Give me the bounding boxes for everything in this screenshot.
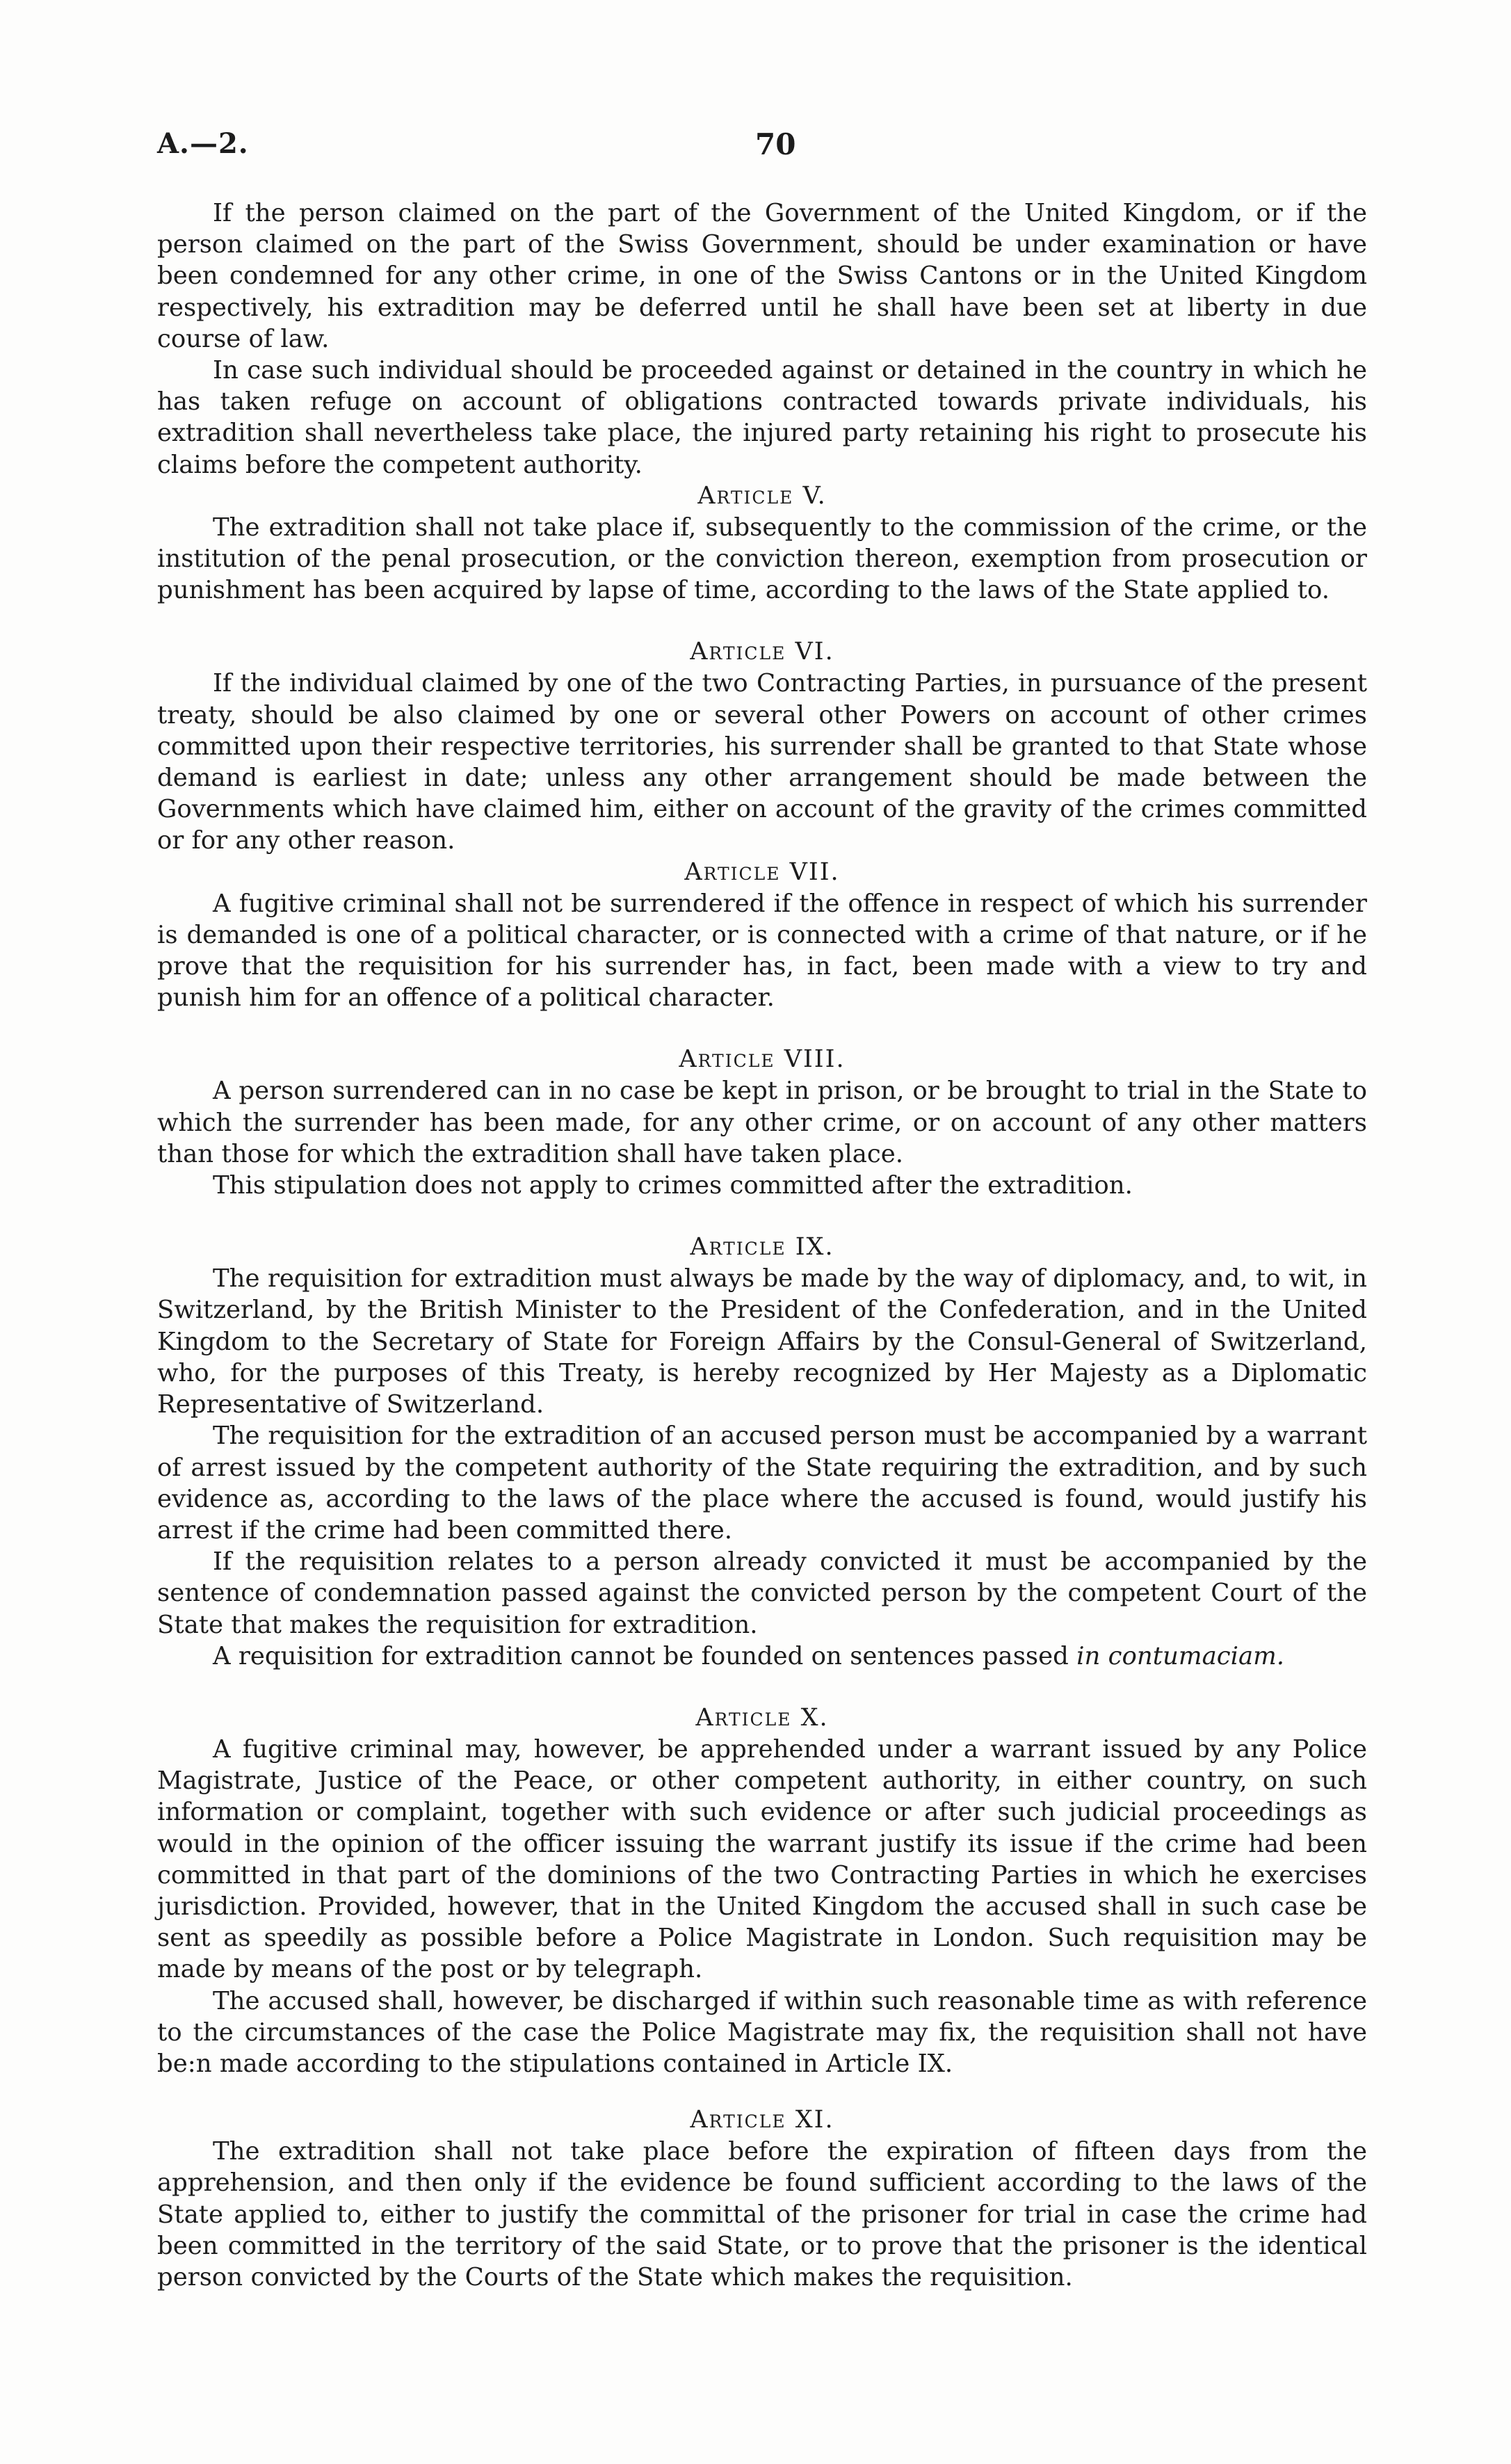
article-heading-v: Article V. bbox=[697, 481, 827, 510]
paragraph: The accused shall, however, be discharged if within such reasonable time as with reference to the circumstances of the case the Police Magistrate may fix, the requisition shall not have be:n made according to the stipulations contained in Article IX. bbox=[157, 1986, 1367, 2078]
article-heading-vi: Article VI. bbox=[690, 638, 834, 666]
document-body bbox=[157, 198, 1367, 2293]
page-header bbox=[157, 127, 1367, 169]
document-reference: A.—2. bbox=[157, 127, 249, 160]
paragraph: If the individual claimed by one of the two Contracting Parties, in pursuance of the present treaty, should be also claimed by one or several other Powers on account of other crimes committed upon their respective territories, his surrender shall be granted to that State whose demand is earliest in date; unless any other arrangement should be made between the Governments which have claimed him, either on account of the gravity of the crimes committed or for any other reason. bbox=[157, 669, 1367, 855]
paragraph-text: A requisition for extradition cannot be founded on sentences passed bbox=[213, 1641, 1077, 1670]
paragraph: The extradition shall not take place before the expiration of fifteen days from the apprehension, and then only if the evidence be found sufficient according to the laws of the State applied to, either to justify the committal of the prisoner for trial in case the crime had been committed in the territory of the said State, or to prove that the prisoner is the identical person convicted by the Courts of the State which makes the requisition. bbox=[157, 2137, 1367, 2292]
page-number: 70 bbox=[755, 127, 796, 161]
paragraph: This stipulation does not apply to crimes committed after the extradition. bbox=[213, 1171, 1133, 1200]
paragraph: A fugitive criminal may, however, be apprehended under a warrant issued by any Police Magistrate, Justice of the Peace, or other competent authority, in either country, on such information or complaint, together with such evidence or after such judicial proceedings as would in the opinion of the officer issuing the warrant justify its issue if the crime had been committed in that part of the dominions of the two Contracting Parties in which he exercises jurisdiction. Provided, however, that in the United Kingdom the accused shall in such case be sent as speedily as possible before a Police Magistrate in London. Such requisition may be made by means of the post or by telegraph. bbox=[157, 1734, 1367, 1984]
paragraph: The extradition shall not take place if, subsequently to the commission of the crime, or the institution of the penal prosecution, or the conviction thereon, exemption from prosecution or punishment has been acquired by lapse of time, according to the laws of the State applied to. bbox=[157, 513, 1367, 605]
paragraph: In case such individual should be proceeded against or detained in the country in which he has taken refuge on account of obligations contracted towards private individuals, his extradition shall nevertheless take place, the injured party retaining his right to prosecute his claims before the competent authority. bbox=[157, 356, 1367, 479]
article-heading-vii: Article VII. bbox=[684, 857, 840, 886]
article-heading-xi: Article XI. bbox=[690, 2106, 834, 2134]
paragraph: A person surrendered can in no case be kept in prison, or be brought to trial in the State to which the surrender has been made, for any other crime, or on account of any other matters than those for which the extradition shall have taken place. bbox=[157, 1077, 1367, 1168]
article-heading-viii: Article VIII. bbox=[679, 1045, 846, 1074]
paragraph: If the person claimed on the part of the Government of the United Kingdom, or if the person claimed on the part of the Swiss Government, should be under examination or have been condemned for any other crime, in one of the Swiss Cantons or in the United Kingdom respectively, his extradition may be deferred until he shall have been set at liberty in due course of law. bbox=[157, 199, 1367, 353]
paragraph: The requisition for the extradition of an accused person must be accompanied by a warrant of arrest issued by the competent authority of the State requiring the extradition, and by such evidence as, according to the laws of the place where the accused is found, would justify his arrest if the crime had been committed there. bbox=[157, 1422, 1367, 1545]
article-heading-ix: Article IX. bbox=[690, 1233, 834, 1262]
latin-phrase: in contumaciam. bbox=[1076, 1641, 1285, 1670]
paragraph bbox=[157, 1641, 1367, 1672]
paragraph: If the requisition relates to a person already convicted it must be accompanied by the sentence of condemnation passed against the convicted person by the competent Court of the State that makes the requisition for extradition. bbox=[157, 1547, 1367, 1639]
paragraph: A fugitive criminal shall not be surrendered if the offence in respect of which his surrender is demanded is one of a political character, or is connected with a crime of that nature, or if he prove that the requisition for his surrender has, in fact, been made with a view to try and punish him for an offence of a political character. bbox=[157, 889, 1367, 1013]
article-heading-x: Article X. bbox=[695, 1703, 829, 1732]
paragraph: The requisition for extradition must always be made by the way of diplomacy, and, to wit, in Switzerland, by the British Minister to the President of the Confederation, and in the United Kingdom to the Secretary of State for Foreign Affairs by the Consul-General of Switzerland, who, for the purposes of this Treaty, is hereby recognized by Her Majesty as a Diplomatic Representative of Switzerland. bbox=[157, 1264, 1367, 1419]
